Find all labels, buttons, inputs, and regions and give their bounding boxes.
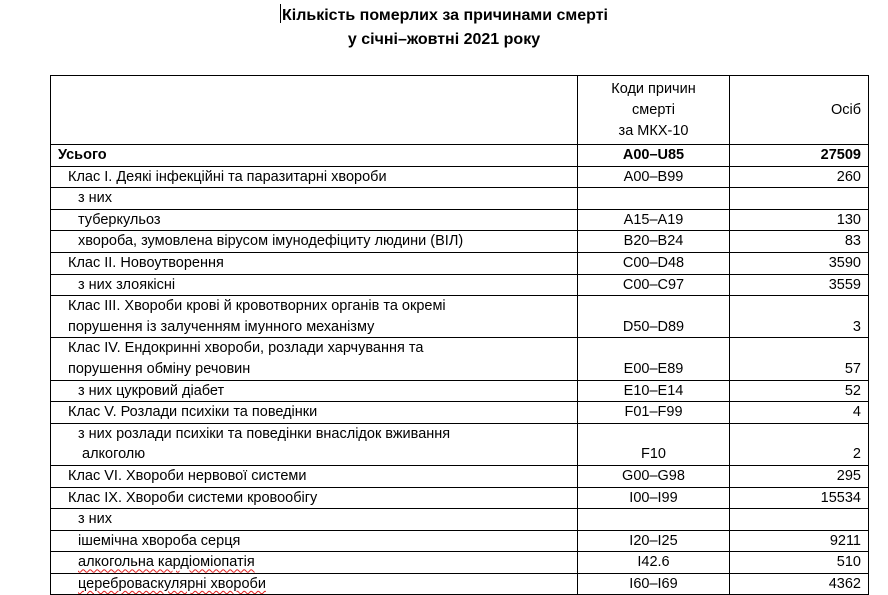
title-line-2: у січні–жовтні 2021 року	[347, 31, 541, 48]
row-code: C00–C97	[578, 274, 730, 296]
row-label: Усього	[51, 145, 578, 167]
row-value: 83	[730, 231, 869, 253]
row-label: Клас V. Розлади психіки та поведінки	[51, 402, 578, 424]
row-label-line-1: з них розлади психіки та поведінки внаслідок вживання	[78, 425, 451, 442]
row-code: D50–D89	[578, 296, 730, 338]
row-label	[51, 296, 578, 338]
row-label	[51, 573, 578, 595]
table-row	[51, 465, 869, 487]
row-value: 3	[730, 296, 869, 338]
row-label-line-1: Клас III. Хвороби крові й кровотворних органів та окремі	[68, 298, 446, 315]
row-label	[51, 423, 578, 465]
row-code: A00–U85	[578, 145, 730, 167]
row-value: 3559	[730, 274, 869, 296]
row-code: G00–G98	[578, 465, 730, 487]
row-label	[51, 338, 578, 380]
title-line-1	[0, 4, 888, 28]
table-row	[51, 530, 869, 552]
table-row	[51, 209, 869, 231]
row-label	[51, 552, 578, 574]
row-code: B20–B24	[578, 231, 730, 253]
row-value: 15534	[730, 487, 869, 509]
header-codes-line-2: смерті	[632, 101, 675, 118]
row-label-text: алкогольна кардіоміопатія	[78, 554, 255, 571]
table-row	[51, 573, 869, 595]
row-value: 4	[730, 402, 869, 424]
table-row	[51, 338, 869, 380]
header-cell-persons: Осіб	[730, 76, 869, 145]
row-value: 295	[730, 465, 869, 487]
row-value	[730, 188, 869, 210]
table-row	[51, 296, 869, 338]
row-label: ішемічна хвороба серця	[51, 530, 578, 552]
row-code: I00–I99	[578, 487, 730, 509]
header-cell-blank	[51, 76, 578, 145]
row-label: з них злоякісні	[51, 274, 578, 296]
mortality-table	[50, 75, 869, 595]
header-codes-line-1: Коди причин	[611, 80, 696, 97]
title-line-1-text: Кількість померлих за причинами смерті	[282, 7, 608, 24]
table-row	[51, 274, 869, 296]
table-header-row	[51, 76, 869, 145]
row-label: з них	[51, 509, 578, 531]
table-row	[51, 166, 869, 188]
row-code	[578, 509, 730, 531]
table-row	[51, 231, 869, 253]
row-code: I42.6	[578, 552, 730, 574]
row-code: C00–D48	[578, 252, 730, 274]
row-label: туберкульоз	[51, 209, 578, 231]
row-label-text: цереброваскулярні хвороби	[78, 575, 266, 592]
row-code: A15–A19	[578, 209, 730, 231]
row-value: 3590	[730, 252, 869, 274]
row-label-line-1: Клас IV. Ендокринні хвороби, розлади харчування та	[68, 340, 424, 357]
row-label: хвороба, зумовлена вірусом імунодефіциту людини (ВІЛ)	[51, 231, 578, 253]
text-cursor	[280, 4, 281, 23]
row-label-line-2: порушення обміну речовин	[68, 360, 251, 377]
table-row	[51, 509, 869, 531]
row-code: F10	[578, 423, 730, 465]
row-code: A00–B99	[578, 166, 730, 188]
row-value	[730, 509, 869, 531]
row-value: 510	[730, 552, 869, 574]
row-label: Клас I. Деякі інфекційні та паразитарні хвороби	[51, 166, 578, 188]
row-value: 4362	[730, 573, 869, 595]
header-cell-codes	[578, 76, 730, 145]
header-codes-line-3: за МКХ-10	[618, 122, 689, 139]
row-label-line-2: порушення із залученням імунного механізму	[68, 318, 375, 335]
row-label: Клас II. Новоутворення	[51, 252, 578, 274]
row-value: 57	[730, 338, 869, 380]
table-row-total	[51, 145, 869, 167]
row-value: 2	[730, 423, 869, 465]
table-row	[51, 380, 869, 402]
row-value: 27509	[730, 145, 869, 167]
document-title	[0, 4, 888, 52]
row-code: F01–F99	[578, 402, 730, 424]
table-row	[51, 552, 869, 574]
row-code: E00–E89	[578, 338, 730, 380]
table-row	[51, 402, 869, 424]
row-label: Клас IX. Хвороби системи кровообігу	[51, 487, 578, 509]
table-row	[51, 188, 869, 210]
row-code	[578, 188, 730, 210]
row-value: 9211	[730, 530, 869, 552]
row-code: I20–I25	[578, 530, 730, 552]
row-label: з них цукровий діабет	[51, 380, 578, 402]
table-row	[51, 487, 869, 509]
row-value: 260	[730, 166, 869, 188]
row-label: Клас VI. Хвороби нервової системи	[51, 465, 578, 487]
row-code: E10–E14	[578, 380, 730, 402]
row-value: 52	[730, 380, 869, 402]
row-label: з них	[51, 188, 578, 210]
table-row	[51, 252, 869, 274]
table-row	[51, 423, 869, 465]
row-label-line-2: алкоголю	[82, 446, 146, 463]
row-value: 130	[730, 209, 869, 231]
row-code: I60–I69	[578, 573, 730, 595]
